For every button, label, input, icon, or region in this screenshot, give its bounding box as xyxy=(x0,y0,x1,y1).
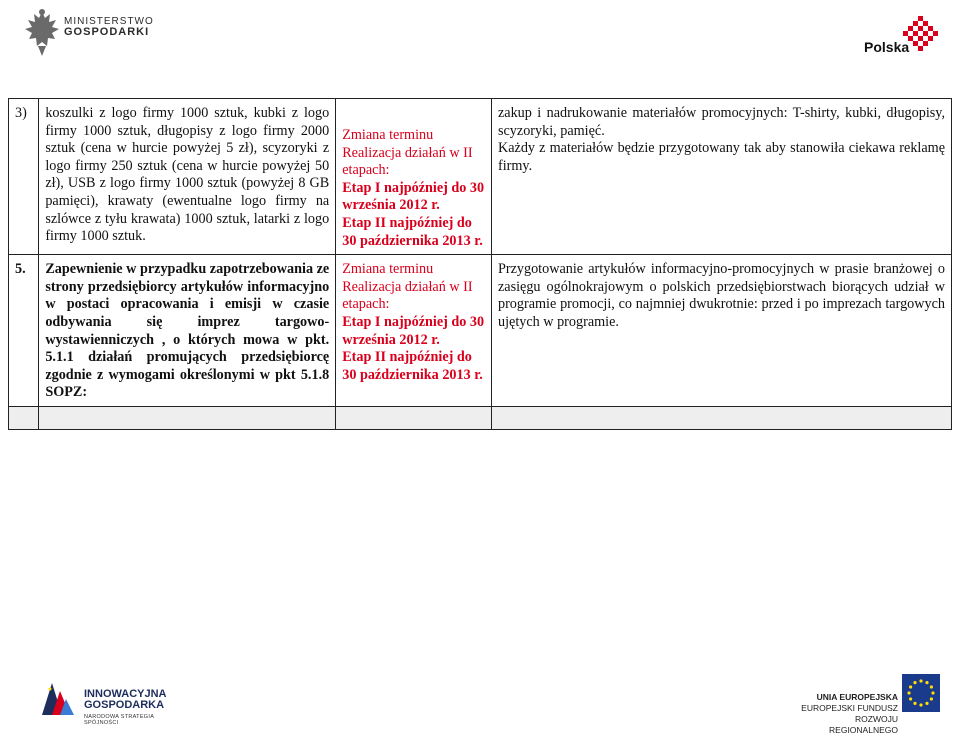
empty-cell xyxy=(336,406,492,429)
empty-cell xyxy=(39,406,336,429)
empty-cell xyxy=(491,406,951,429)
polska-logo xyxy=(862,12,948,66)
eu-line2: EUROPEJSKI FUNDUSZ xyxy=(801,703,898,713)
row5-description-text: Zapewnienie w przypadku zapotrzebowania ze strony przedsiębiorcy artykułów informacyjno w postaci opracowania i emisji w czasie odbywania się imprez targowo-wystawienniczych , o których mowa w pkt. 5.1.1 działań promujących przedsiębiorcę zgodnie z wymogami określonymi w pkt 5.1.8 SOPZ: xyxy=(45,261,330,401)
ministry-line1: MINISTERSTWO xyxy=(64,16,154,27)
content-table xyxy=(8,98,952,430)
stage2-deadline: Etap II najpóźniej do 30 października 2013 r. xyxy=(342,349,483,383)
eu-line3: ROZWOJU REGIONALNEGO xyxy=(829,714,898,735)
polska-label: Polska xyxy=(864,39,910,55)
innowacyjna-flag-icon xyxy=(38,679,78,719)
row5-description xyxy=(39,255,336,407)
eagle-emblem-icon xyxy=(22,8,62,60)
table-row xyxy=(9,255,952,407)
ministry-name xyxy=(64,16,154,38)
change-term-label: Zmiana terminu xyxy=(342,127,434,143)
eu-fund-name xyxy=(786,692,898,736)
ministry-logo xyxy=(22,8,172,64)
row3-comment-text2: Każdy z materiałów będzie przygotowany tak aby stanowiła ciekawa reklamę firmy. xyxy=(497,140,945,174)
empty-cell xyxy=(9,406,39,429)
eu-fund-logo xyxy=(786,670,946,735)
change-term-label: Zmiana terminu xyxy=(342,261,434,278)
stage1-deadline: Etap I najpóźniej do 30 września 2012 r. xyxy=(342,313,485,348)
realization-text: Realizacja działań w II etapach: xyxy=(342,278,473,313)
innowacyjna-line2: GOSPODARKA xyxy=(84,699,165,711)
table-row xyxy=(9,99,952,255)
innowacyjna-line1: INNOWACYJNA xyxy=(84,688,167,700)
row3-description xyxy=(39,99,336,255)
row-number-5: 5. xyxy=(9,255,39,407)
innowacyjna-gospodarka-logo xyxy=(38,677,178,726)
row5-schedule xyxy=(336,255,492,407)
row5-comment-text: Przygotowanie artykułów informacyjno-promocyjnych w prasie branżowej o zasięgu ogólnokrajowym o polskich przedsiębiorstwach biorących udział w programie promocji, co najmniej dwukrotnie: przed i po imprezach targowych ujętych w programie. xyxy=(497,261,945,330)
stage2-deadline: Etap II najpóźniej do 30 października 2013 r. xyxy=(342,214,483,249)
eu-line1: UNIA EUROPEJSKA xyxy=(816,692,898,702)
row3-schedule xyxy=(336,99,492,255)
row5-comment xyxy=(491,255,951,407)
table-row-empty xyxy=(9,406,952,429)
ministry-line2: GOSPODARKI xyxy=(64,26,150,38)
row3-comment xyxy=(491,99,951,255)
stage1-deadline: Etap I najpóźniej do 30 września 2012 r. xyxy=(342,179,485,214)
innowacyjna-subtitle: NARODOWA STRATEGIA SPÓJNOŚCI xyxy=(84,714,154,726)
row3-description-text: koszulki z logo firmy 1000 sztuk, kubki z logo firmy 1000 sztuk, długopisy z logo firmy 2000 sztuk (cena w hurcie powyżej 5 zł), scyzoryki z logo firmy 250 sztuk (cena w hurcie powyżej 50 zł), USB z logo firmy 1000 sztuk (powyżej 8 GB pamięci), krawaty (ewentualne logo firmy na szlówce z tyłu krawata) 1000 sztuk, latarki z logo firmy 1000 sztuk. xyxy=(45,105,330,245)
row3-comment-text1: zakup i nadrukowanie materiałów promocyjnych: T-shirty, kubki, długopisy, scyzoryki, pamięć. xyxy=(497,105,945,139)
realization-text: Realizacja działań w II etapach: xyxy=(342,144,473,179)
row-number-3: 3) xyxy=(9,99,39,255)
innowacyjna-name xyxy=(84,689,167,711)
eu-flag-icon xyxy=(902,674,940,712)
